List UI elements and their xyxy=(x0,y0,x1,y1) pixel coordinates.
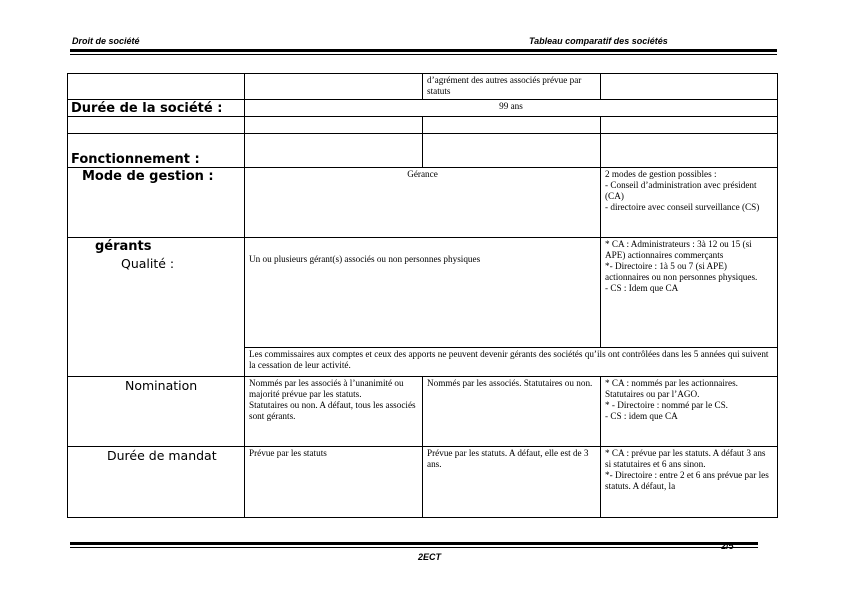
cell-duree-mandat-col3: * CA : prévue par les statuts. A défaut 3 ans si statutaires et 6 ans sinon. *- Directoire : entre 2 et 6 ans prévue par les statuts. A défaut, la xyxy=(600,446,778,518)
cell-duree-mandat-col2: Prévue par les statuts. A défaut, elle est de 3 ans. xyxy=(422,446,601,518)
label-duree-societe: Durée de la société : xyxy=(71,101,223,116)
page-number: 2/5 xyxy=(721,541,734,551)
cell-duree-societe-value: 99 ans xyxy=(244,99,778,117)
label-mode-gestion: Mode de gestion : xyxy=(82,169,214,184)
cell-agrement-label xyxy=(67,73,245,100)
label-qualite: Qualité : xyxy=(121,256,175,271)
cell-duree-mandat-col1: Prévue par les statuts xyxy=(244,446,423,518)
header-rule-thick xyxy=(70,49,777,52)
cell-nomination-col2: Nommés par les associés. Statutaires ou non. xyxy=(422,376,601,447)
cell-empty-col2 xyxy=(422,116,601,134)
cell-fonctionnement-col2 xyxy=(422,133,601,168)
footer-rule-thick xyxy=(70,542,758,545)
header-left-title: Droit de société xyxy=(72,36,140,46)
cell-mode-gestion-col3: 2 modes de gestion possibles : - Conseil d’administration avec président (CA) - directoire avec conseil surveillance (CS) xyxy=(600,167,778,238)
cell-mode-gestion-value: Gérance xyxy=(244,167,601,238)
cell-empty-col1 xyxy=(244,116,423,134)
cell-gerants-note: Les commissaires aux comptes et ceux des apports ne peuvent devenir gérants des sociétés qu’ils ont contrôlées dans les 5 années qui suivent la cessation de leur activité. xyxy=(244,347,778,377)
cell-empty-label xyxy=(67,116,245,134)
label-fonctionnement: Fonctionnement : xyxy=(71,152,200,167)
cell-gerants-col3: * CA : Administrateurs : 3à 12 ou 15 (si APE) actionnaires commerçants *- Directoire : 1à 5 ou 7 (si APE) actionnaires ou non personnes physiques. - CS : Idem que CA xyxy=(600,237,778,348)
cell-fonctionnement-col3 xyxy=(600,133,778,168)
cell-fonctionnement-col1 xyxy=(244,133,423,168)
cell-nomination-col1: Nommés par les associés à l’unanimité ou majorité prévue par les statuts. Statutaires ou non. A défaut, tous les associés sont gérants. xyxy=(244,376,423,447)
label-gerants: gérants xyxy=(95,239,152,254)
cell-empty-col3 xyxy=(600,116,778,134)
cell-gerants-value: Un ou plusieurs gérant(s) associés ou non personnes physiques xyxy=(244,237,601,348)
header-rule-thin xyxy=(70,54,777,55)
header-right-title: Tableau comparatif des sociétés xyxy=(529,36,668,46)
cell-agrement-col3 xyxy=(600,73,778,100)
cell-agrement-col1 xyxy=(244,73,423,100)
footer-center-text: 2ECT xyxy=(418,552,442,562)
cell-nomination-col3: * CA : nommés par les actionnaires. Statutaires ou par l’AGO. * - Directoire : nommé par le CS. - CS : idem que CA xyxy=(600,376,778,447)
label-duree-mandat: Durée de mandat xyxy=(107,448,217,463)
label-nomination: Nomination xyxy=(125,378,198,393)
footer-rule-thin xyxy=(70,547,758,548)
cell-agrement-col2: d’agrément des autres associés prévue par statuts xyxy=(422,73,601,100)
